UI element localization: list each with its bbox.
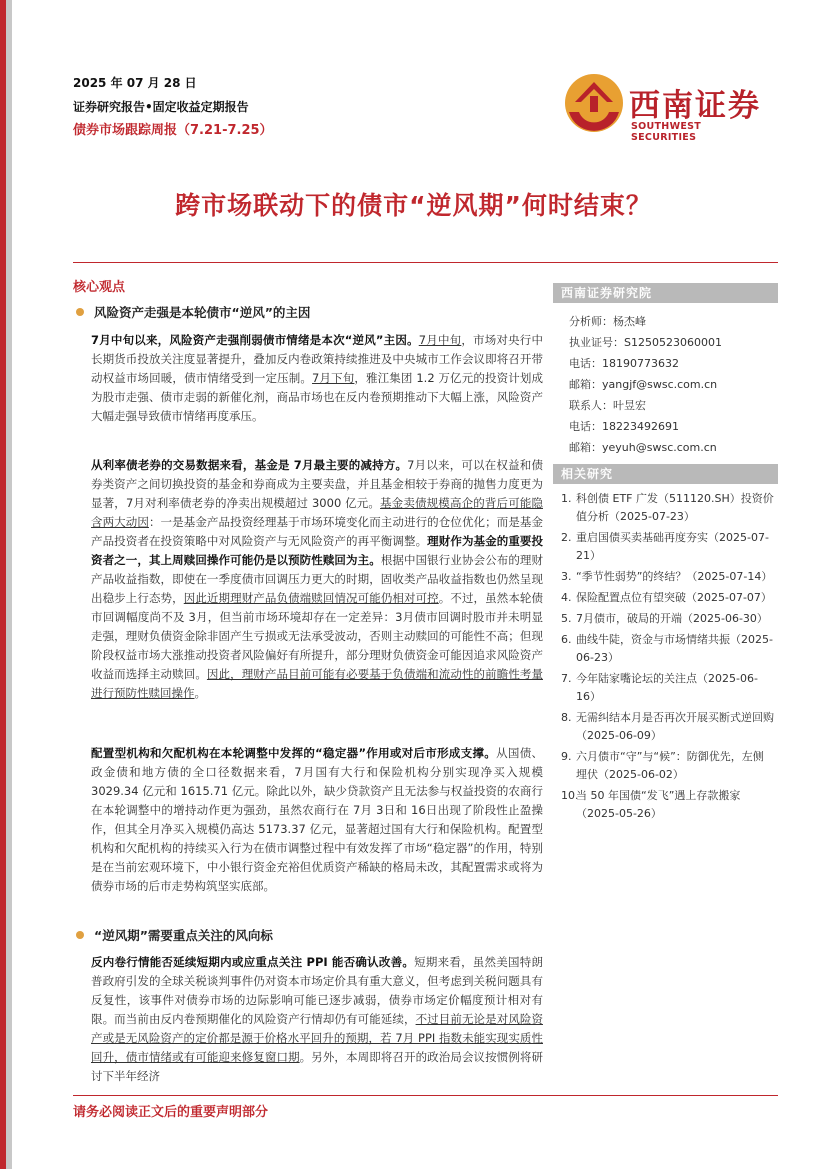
p2-text-3: 根据中国银行业协会公布的理财产品收益指数，即使在一季度债市回调压力更大的时期，固收类产品收益指数也仍然呈现出稳步上行态势，	[91, 553, 544, 605]
related-item-number: 5.	[561, 612, 572, 625]
left-accent-bar	[0, 0, 12, 1169]
paragraph-3	[91, 744, 543, 896]
research-institute-heading: 西南证券研究院	[553, 283, 778, 303]
report-header	[73, 74, 273, 141]
p2-bold-1: 从利率债老券的交易数据来看，基金是 7月最主要的减持方。	[91, 458, 408, 472]
contact-email-1[interactable]: 邮箱：yangjf@swsc.com.cn	[569, 378, 718, 391]
company-logo	[563, 72, 768, 143]
related-item[interactable]	[561, 631, 774, 667]
related-item-title: 科创债 ETF 广发（511120.SH）投资价值分析（2025-07-23）	[576, 492, 774, 523]
related-item[interactable]	[561, 670, 774, 706]
related-item[interactable]	[561, 490, 774, 526]
p1-text-2: ，雅江集团 1.2 万亿元的投资计划成为股市走强、债市走弱的新催化剂，商品市场也在反内卷预期推动下大幅上涨，风险资产大幅走强导致债市情绪再度承压。	[91, 371, 543, 423]
contact-phone-2: 电话：18223492691	[569, 420, 679, 433]
p4-text-1: 短期来看，虽然美国特朗普政府引发的全球关税谈判事件仍对资本市场定价具有重大意义，但考虑到关税问题具有反复性，该事件对债券市场的边际影响可能已逐步减弱，债券市场定价幅度预计相对有限。而当前由反内卷预期催化的风险资产行情却仍有可能延续，	[91, 955, 544, 1026]
related-item-number: 2.	[561, 531, 572, 544]
related-item[interactable]	[561, 787, 774, 823]
related-item-title: 六月债市“守”与“候”：防御优先，左侧埋伏（2025-06-02）	[576, 750, 764, 781]
contact-analyst: 分析师：杨杰峰	[569, 315, 646, 328]
p2-underline-3: 因此，理财产品目前可能有必要基于负债端和流动性的前瞻性考量进行预防性赎回操作	[91, 667, 543, 700]
bullet-heading-1	[76, 303, 310, 321]
contact-list	[553, 303, 778, 458]
title-divider	[73, 262, 778, 263]
related-item-title: 保险配置点位有望突破（2025-07-07）	[576, 591, 772, 604]
left-accent-gray	[6, 0, 12, 1169]
related-item-number: 9.	[561, 750, 572, 763]
p1-bold: 7月中旬以来，风险资产走强削弱债市情绪是本次“逆风”主因。	[91, 333, 419, 347]
related-item[interactable]	[561, 709, 774, 745]
report-title: 跨市场联动下的债市“逆风期”何时结束？	[175, 191, 652, 220]
related-item-title: “季节性弱势”的终结？（2025-07-14）	[576, 570, 773, 583]
related-item[interactable]	[561, 529, 774, 565]
bullet-heading-1-text: 风险资产走强是本轮债市“逆风”的主因	[94, 305, 311, 320]
p2-text-4: 。不过，虽然本轮债市回调幅度尚不及 3月，但当前市场环境却存在一定差异：3月债市回调时股市并未明显走强，理财负债资金除非固产生亏损或无法承受波动，否则主动赎回的可能性不高；但现阶段权益市场大涨推动投资者风险偏好有所提升，部分理财负债资金可能因追求风险资产收益而选择主动赎回。	[91, 591, 544, 681]
contact-cert-no: 执业证号：S1250523060001	[569, 336, 722, 349]
p2-underline-2: 因此近期理财产品负债端赎回情况可能仍相对可控	[183, 591, 439, 605]
p1-underline-2: 7月下旬	[312, 371, 355, 385]
bullet-heading-2	[76, 926, 273, 944]
p3-text: 从国债、政金债和地方债的全口径数据来看，7月国有大行和保险机构分别实现净买入规模 3029.34 亿元和 1615.71 亿元。除此以外，缺少贷款资产且无法参与权益投资的农商行在本轮调整中的增持动作更为强劲，虽然农商行在 7月 3日和 16日出现了阶段性止盈操作，但其全月净买入规模仍高达 5173.37 亿元，显著超过国有大行和保险机构。配置型机构和欠配机构的持续买入行为在债市调整过程中有效发挥了市场“稳定器”的作用，特别是在当前宏观环境下，中小银行资金充裕但优质资产稀缺的格局未改，其配置需求或将为债券市场的后市走势构筑坚实底部。	[91, 746, 543, 893]
research-institute-panel	[553, 283, 778, 458]
paragraph-1	[91, 331, 543, 426]
related-item[interactable]	[561, 748, 774, 784]
p2-text-5: 。	[194, 686, 206, 700]
related-item-title: 无需纠结本月是否再次开展买断式逆回购（2025-06-09）	[576, 711, 774, 742]
p1-underline-1: 7月中旬	[418, 333, 462, 347]
contact-person: 联系人：叶昱宏	[569, 399, 646, 412]
related-item-number: 1.	[561, 492, 572, 505]
p2-text-1: 7月以来，可以在权益和债券类资产之间切换投资的基金和券商成为主要卖盘，并且基金相较于券商的抛售力度更为显著，7月对利率债老券的净卖出规模超过 3000 亿元。	[91, 458, 543, 510]
related-item-title: 当 50 年国债“发飞”遇上存款搬家（2025-05-26）	[576, 789, 741, 820]
related-item-number: 3.	[561, 570, 572, 583]
contact-email-2[interactable]: 邮箱：yeyuh@swsc.com.cn	[569, 441, 717, 454]
paragraph-2	[91, 456, 543, 703]
related-item-number: 4.	[561, 591, 572, 604]
p2-text-2: ：一是基金产品投资经理基于市场环境变化而主动进行的仓位优化；而是基金产品投资者在投资策略中对风险资产与无风险资产的再平衡调整。	[91, 515, 544, 548]
related-item-number: 7.	[561, 672, 572, 685]
related-item[interactable]	[561, 568, 774, 586]
related-research-heading: 相关研究	[553, 464, 778, 484]
p2-underline-1: 基金卖债规模高企的背后可能隐含两大动因	[91, 496, 543, 529]
footer-disclaimer: 请务必阅读正文后的重要声明部分	[73, 1105, 269, 1120]
logo-text-en: SOUTHWEST SECURITIES	[631, 121, 702, 143]
p4-text-2: 。另外，本周即将召开的政治局会议按惯例将研讨下半年经济	[91, 1050, 543, 1083]
related-item-title: 7月债市，破局的开端（2025-06-30）	[576, 612, 768, 625]
section-title: 核心观点	[73, 280, 126, 295]
report-date: 2025 年 07 月 28 日	[73, 76, 197, 90]
related-item[interactable]	[561, 589, 774, 607]
p3-bold: 配置型机构和欠配机构在本轮调整中发挥的“稳定器”作用或对后市形成支撑。	[91, 746, 497, 760]
related-research-panel	[553, 464, 778, 826]
logo-emblem-icon	[563, 72, 625, 134]
paragraph-4	[91, 953, 543, 1086]
contact-phone-1: 电话：18190773632	[569, 357, 679, 370]
related-item-number: 10.	[561, 789, 579, 802]
related-research-list	[553, 484, 778, 823]
p4-bold: 反内卷行情能否延续短期内或应重点关注 PPI 能否确认改善。	[91, 955, 415, 969]
related-item-title: 今年陆家嘴论坛的关注点（2025-06-16）	[576, 672, 758, 703]
bullet-heading-2-text: “逆风期”需要重点关注的风向标	[94, 928, 273, 943]
report-category: 证券研究报告•固定收益定期报告	[73, 100, 249, 114]
report-subtitle: 债券市场跟踪周报（7.21-7.25）	[73, 123, 273, 138]
related-item-title: 重启国债买卖基础再度夯实（2025-07-21）	[576, 531, 769, 562]
bullet-dot-icon	[76, 931, 84, 939]
logo-text-cn: 西南证券	[629, 88, 761, 124]
p1-text-1: ，市场对央行中长期货币投放关注度显著提升，叠加反内卷政策持续推进及中央城市工作会议即将召开带动权益市场回暖，债市情绪受到一定压制。	[91, 333, 543, 385]
p4-underline-1: 不过目前无论是对风险资产或是无风险资产的定价都是源于价格水平回升的预期，若 7月 PPI 指数未能实现实质性回升，债市情绪或有可能迎来修复窗口期	[91, 1012, 543, 1064]
footer-divider	[73, 1095, 778, 1096]
related-item-number: 6.	[561, 633, 572, 646]
related-item-title: 曲线牛陡，资金与市场情绪共振（2025-06-23）	[576, 633, 773, 664]
bullet-dot-icon	[76, 308, 84, 316]
related-item[interactable]	[561, 610, 774, 628]
related-item-number: 8.	[561, 711, 572, 724]
p2-bold-2: 理财作为基金的重要投资者之一，其上周赎回操作可能仍是以预防性赎回为主。	[91, 534, 543, 567]
